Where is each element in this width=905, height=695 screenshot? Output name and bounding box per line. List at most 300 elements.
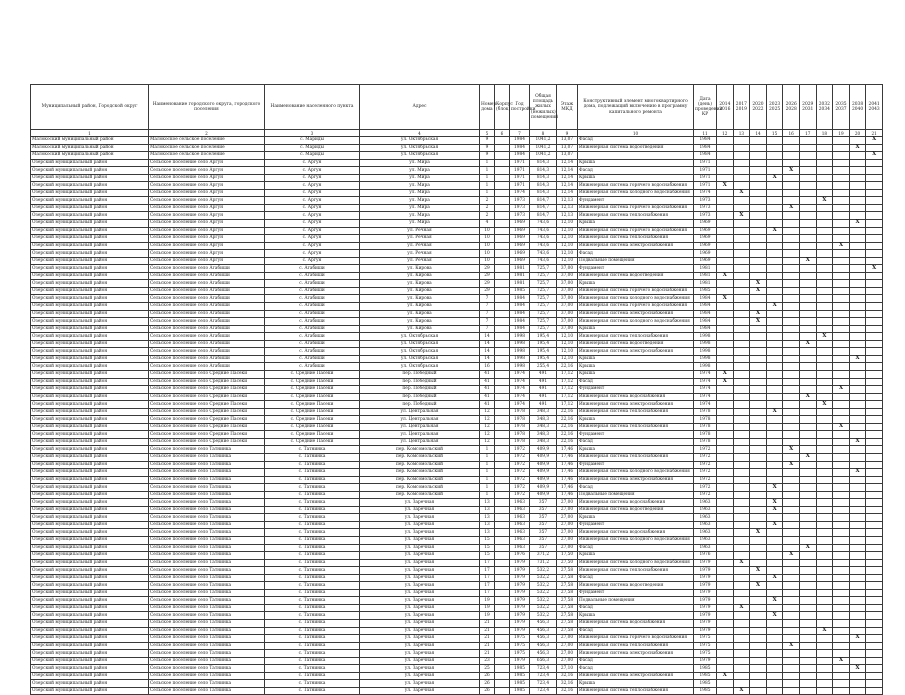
table-cell: ул. Октябрьская [360, 137, 480, 145]
table-cell: ул. Мира [360, 174, 480, 182]
schedule-cell [799, 182, 816, 190]
schedule-cell [717, 250, 734, 258]
table-row [31, 680, 883, 688]
schedule-cell [799, 416, 816, 424]
table-cell: Сельское поселение село Агабиши [149, 303, 265, 311]
schedule-cell [766, 370, 783, 378]
schedule-cell [766, 340, 783, 348]
schedule-cell [833, 287, 850, 295]
table-cell [495, 416, 510, 424]
table-cell: 26 [480, 687, 495, 695]
schedule-cell [816, 144, 833, 152]
table-cell: 17,46 [557, 476, 578, 484]
table-cell: 725,7 [530, 265, 557, 273]
schedule-cell [799, 174, 816, 182]
table-cell: ул. Заречная [360, 612, 480, 620]
schedule-cell [849, 536, 866, 544]
table-cell: 1978 [694, 438, 717, 446]
schedule-cell [799, 536, 816, 544]
schedule-cell [766, 197, 783, 205]
schedule-cell [866, 499, 883, 507]
table-cell: Озерский муниципальный район [31, 363, 149, 371]
schedule-cell [849, 167, 866, 175]
schedule-cell [766, 453, 783, 461]
schedule-cell [866, 167, 883, 175]
table-cell: 27,00 [557, 536, 578, 544]
table-cell: Сельское поселение село Татнинка [149, 582, 265, 590]
schedule-cell [717, 589, 734, 597]
table-cell: Озерский муниципальный район [31, 272, 149, 280]
schedule-cell [733, 303, 750, 311]
table-row [31, 499, 883, 507]
schedule-cell [750, 250, 767, 258]
table-cell: 1985 [510, 687, 530, 695]
table-cell: с. Агабиши [265, 348, 360, 356]
table-cell: 1972 [694, 469, 717, 477]
schedule-cell [866, 182, 883, 190]
table-cell: 491 [530, 393, 557, 401]
schedule-cell [799, 333, 816, 341]
schedule-cell: X [733, 212, 750, 220]
table-cell: с. Татнинка [265, 567, 360, 575]
table-cell: Сельское поселение село Аргун [149, 227, 265, 235]
table-cell: 12 [480, 423, 495, 431]
table-cell [495, 257, 510, 265]
schedule-cell [750, 333, 767, 341]
table-cell: 1974 [694, 393, 717, 401]
schedule-cell [799, 665, 816, 673]
table-cell: 22,16 [557, 438, 578, 446]
table-cell: с. Средние Пасеки [265, 393, 360, 401]
schedule-cell [849, 476, 866, 484]
table-cell: с. Средние Пасеки [265, 408, 360, 416]
schedule-cell [750, 438, 767, 446]
schedule-cell [766, 559, 783, 567]
table-row [31, 242, 883, 250]
table-cell [495, 499, 510, 507]
schedule-cell [849, 363, 866, 371]
schedule-cell [799, 204, 816, 212]
table-cell: 22,16 [557, 363, 578, 371]
table-cell: Фасад [578, 544, 694, 552]
schedule-cell [816, 303, 833, 311]
schedule-cell [816, 137, 833, 145]
schedule-cell [816, 235, 833, 243]
table-cell: с. Аргун [265, 235, 360, 243]
table-cell: Озерский муниципальный район [31, 491, 149, 499]
schedule-cell [750, 197, 767, 205]
table-cell: 1972 [694, 446, 717, 454]
schedule-cell [799, 469, 816, 477]
schedule-cell [833, 295, 850, 303]
table-cell: 1972 [694, 476, 717, 484]
schedule-cell: X [799, 257, 816, 265]
table-cell: ул. Заречная [360, 642, 480, 650]
table-cell: Озерский муниципальный район [31, 325, 149, 333]
table-cell: Инженерная система холодного водоснабжения [578, 295, 694, 303]
table-cell: с. Татнинка [265, 499, 360, 507]
schedule-cell [833, 250, 850, 258]
table-cell: Сельское поселение село Средние Пасеки [149, 438, 265, 446]
table-cell: Озерский муниципальный район [31, 604, 149, 612]
table-cell: ул. Кирова [360, 325, 480, 333]
table-cell: 1978 [694, 416, 717, 424]
schedule-cell [766, 265, 783, 273]
schedule-cell [717, 265, 734, 273]
schedule-cell [866, 627, 883, 635]
table-cell: 814,3 [530, 182, 557, 190]
table-cell: пер. Комсомольский [360, 453, 480, 461]
schedule-cell [816, 491, 833, 499]
table-row [31, 378, 883, 386]
table-cell [495, 265, 510, 273]
table-row [31, 453, 883, 461]
schedule-cell [766, 491, 783, 499]
table-cell: 12,10 [557, 355, 578, 363]
table-cell: 348,3 [530, 416, 557, 424]
table-cell: 456,3 [530, 627, 557, 635]
table-cell: 357 [530, 544, 557, 552]
table-cell: с. Татнинка [265, 461, 360, 469]
table-cell: Озерский муниципальный район [31, 280, 149, 288]
table-cell: 27,58 [557, 567, 578, 575]
table-row [31, 627, 883, 635]
table-cell: Озерский муниципальный район [31, 635, 149, 643]
schedule-cell [816, 204, 833, 212]
schedule-cell [866, 348, 883, 356]
table-cell: Фасад [578, 378, 694, 386]
table-cell: 7 [480, 303, 495, 311]
table-cell: Малокоское сельское поселение [149, 144, 265, 152]
table-cell: 725,7 [530, 295, 557, 303]
schedule-cell [750, 159, 767, 167]
table-cell: Озерский муниципальный район [31, 393, 149, 401]
schedule-cell [766, 401, 783, 409]
table-cell: с. Аргун [265, 212, 360, 220]
table-cell: 409,9 [530, 484, 557, 492]
schedule-cell [816, 318, 833, 326]
table-cell: с. Татнинка [265, 589, 360, 597]
table-cell: 723,4 [530, 680, 557, 688]
table-cell: 27,58 [557, 589, 578, 597]
schedule-cell [733, 340, 750, 348]
table-cell: 723,4 [530, 687, 557, 695]
table-cell: Сельское поселение село Татнинка [149, 521, 265, 529]
schedule-cell [799, 506, 816, 514]
table-cell: 1998 [694, 340, 717, 348]
schedule-cell [750, 506, 767, 514]
table-cell: ул. Кирова [360, 295, 480, 303]
table-cell: Малокоское сельское поселение [149, 152, 265, 160]
table-cell: Инженерная система теплоснабжения [578, 687, 694, 695]
schedule-cell [750, 672, 767, 680]
schedule-cell [849, 318, 866, 326]
schedule-cell [866, 272, 883, 280]
schedule-cell [799, 235, 816, 243]
schedule-cell [866, 657, 883, 665]
table-cell: Озерский муниципальный район [31, 536, 149, 544]
schedule-cell [799, 280, 816, 288]
table-cell: с. Татнинка [265, 627, 360, 635]
schedule-cell [733, 552, 750, 560]
schedule-cell [717, 642, 734, 650]
table-cell: ул. Мира [360, 197, 480, 205]
table-cell: Фасад [578, 250, 694, 258]
schedule-cell [783, 514, 800, 522]
table-cell: ул. Центральная [360, 408, 480, 416]
schedule-cell [733, 431, 750, 439]
table-cell [495, 318, 510, 326]
table-cell: ул. Октябрьская [360, 152, 480, 160]
table-cell: 1981 [510, 265, 530, 273]
table-cell: Фасад [578, 438, 694, 446]
schedule-cell [750, 461, 767, 469]
table-cell: 1972 [694, 491, 717, 499]
schedule-cell [750, 265, 767, 273]
table-cell: 1998 [694, 355, 717, 363]
schedule-cell: X [766, 612, 783, 620]
schedule-cell [816, 461, 833, 469]
table-cell: Озерский муниципальный район [31, 212, 149, 220]
schedule-cell [816, 469, 833, 477]
schedule-cell [717, 431, 734, 439]
table-cell: Инженерная система холодного водоснабжения [578, 469, 694, 477]
schedule-cell [733, 612, 750, 620]
schedule-cell: X [766, 408, 783, 416]
schedule-cell [816, 363, 833, 371]
table-cell: 1985 [510, 287, 530, 295]
table-cell: 19 [480, 604, 495, 612]
schedule-cell [717, 423, 734, 431]
schedule-cell [717, 303, 734, 311]
table-cell: Озерский муниципальный район [31, 287, 149, 295]
table-cell [495, 144, 510, 152]
table-cell: 731,2 [530, 559, 557, 567]
schedule-cell [750, 657, 767, 665]
schedule-cell [816, 182, 833, 190]
column-header: 2035 2037 [833, 85, 850, 130]
schedule-cell [733, 197, 750, 205]
table-cell: 1975 [694, 642, 717, 650]
schedule-cell [733, 167, 750, 175]
table-cell: 27,00 [557, 529, 578, 537]
schedule-cell [799, 144, 816, 152]
schedule-cell [750, 521, 767, 529]
schedule-cell [750, 650, 767, 658]
table-cell: 1978 [510, 431, 530, 439]
schedule-cell [866, 189, 883, 197]
table-cell: с. Средние Пасеки [265, 386, 360, 394]
table-cell: 1998 [510, 363, 530, 371]
table-cell [495, 431, 510, 439]
table-cell: Инженерная система холодного водоснабжения [578, 318, 694, 326]
table-cell: Озерский муниципальный район [31, 295, 149, 303]
schedule-cell [733, 506, 750, 514]
schedule-cell [733, 386, 750, 394]
table-cell: с. Мариды [265, 152, 360, 160]
table-cell: Подвальные помещения [578, 597, 694, 605]
table-cell: Инженерная система электроснабжения [578, 401, 694, 409]
table-cell: Сельское поселение село Средние Пасеки [149, 378, 265, 386]
schedule-cell [717, 597, 734, 605]
table-cell: пер. Победный [360, 401, 480, 409]
schedule-cell [783, 174, 800, 182]
column-header: Дата (день) проведения КР [694, 85, 717, 130]
schedule-cell [717, 167, 734, 175]
table-row [31, 393, 883, 401]
table-cell: Сельское поселение село Средние Пасеки [149, 370, 265, 378]
table-cell: 1984 [694, 318, 717, 326]
schedule-cell [717, 204, 734, 212]
column-header: 2026 2028 [783, 85, 800, 130]
schedule-cell: X [766, 521, 783, 529]
schedule-cell [750, 484, 767, 492]
table-cell: Сельское поселение село Татнинка [149, 589, 265, 597]
table-cell: 814,3 [530, 167, 557, 175]
table-cell [495, 446, 510, 454]
schedule-cell [816, 476, 833, 484]
table-cell: Сельское поселение село Татнинка [149, 453, 265, 461]
table-cell: Озерский муниципальный район [31, 318, 149, 326]
schedule-cell [799, 446, 816, 454]
table-cell: Крыша [578, 325, 694, 333]
schedule-cell [783, 635, 800, 643]
schedule-cell [866, 604, 883, 612]
table-cell: 1998 [510, 355, 530, 363]
table-cell: Озерский муниципальный район [31, 423, 149, 431]
schedule-cell [866, 295, 883, 303]
schedule-cell [717, 318, 734, 326]
table-cell: 1 [480, 167, 495, 175]
table-cell: 532,2 [530, 582, 557, 590]
table-cell: с. Татнинка [265, 491, 360, 499]
schedule-cell [816, 620, 833, 628]
table-row [31, 597, 883, 605]
schedule-cell [783, 582, 800, 590]
schedule-cell [766, 378, 783, 386]
table-cell: 12 [480, 438, 495, 446]
table-cell: 1963 [510, 506, 530, 514]
schedule-cell [783, 212, 800, 220]
table-cell: 1 [480, 491, 495, 499]
schedule-cell [750, 303, 767, 311]
table-cell: 357 [530, 514, 557, 522]
schedule-cell: X [750, 318, 767, 326]
schedule-cell [783, 287, 800, 295]
table-cell: 814,3 [530, 189, 557, 197]
schedule-cell [733, 589, 750, 597]
table-cell: ул. Речная [360, 235, 480, 243]
schedule-cell: X [833, 242, 850, 250]
table-cell [495, 174, 510, 182]
schedule-cell [799, 227, 816, 235]
schedule-cell [750, 431, 767, 439]
table-cell: Сельское поселение село Агабиши [149, 340, 265, 348]
table-cell: пер. Победный [360, 393, 480, 401]
schedule-cell [733, 620, 750, 628]
table-row [31, 197, 883, 205]
table-cell: 22,16 [557, 423, 578, 431]
schedule-cell [766, 529, 783, 537]
table-cell: 1985 [694, 687, 717, 695]
schedule-cell [783, 521, 800, 529]
table-cell [495, 514, 510, 522]
table-cell: Озерский муниципальный район [31, 197, 149, 205]
table-cell: 7 [480, 295, 495, 303]
table-cell: 357 [530, 521, 557, 529]
schedule-cell [750, 227, 767, 235]
schedule-cell [833, 265, 850, 273]
schedule-cell [866, 174, 883, 182]
table-cell: 1985 [694, 672, 717, 680]
schedule-cell [766, 235, 783, 243]
table-cell: Инженерная система теплоснабжения [578, 333, 694, 341]
table-cell: ул. Заречная [360, 680, 480, 688]
table-cell: ул. Заречная [360, 559, 480, 567]
table-cell: 1041,2 [530, 152, 557, 160]
schedule-cell [849, 325, 866, 333]
schedule-cell: X [866, 137, 883, 145]
table-cell: 1972 [510, 453, 530, 461]
table-cell: 1963 [694, 529, 717, 537]
table-cell [495, 506, 510, 514]
schedule-cell [783, 476, 800, 484]
table-cell: ул. Мира [360, 182, 480, 190]
table-cell: Озерский муниципальный район [31, 370, 149, 378]
schedule-cell [866, 318, 883, 326]
table-cell: Сельское поселение село Аргун [149, 257, 265, 265]
schedule-cell [766, 295, 783, 303]
table-cell: Сельское поселение село Татнинка [149, 446, 265, 454]
table-cell: 1972 [694, 484, 717, 492]
table-cell: 27,00 [557, 657, 578, 665]
schedule-cell: X [799, 453, 816, 461]
schedule-cell [766, 665, 783, 673]
schedule-cell [833, 469, 850, 477]
table-cell: Инженерная система водоснабжения [578, 620, 694, 628]
table-cell: Озерский муниципальный район [31, 650, 149, 658]
schedule-cell [799, 265, 816, 273]
schedule-cell [750, 491, 767, 499]
table-cell: с. Татнинка [265, 521, 360, 529]
table-cell [495, 220, 510, 228]
column-number: 20 [849, 130, 866, 137]
schedule-cell [750, 235, 767, 243]
table-cell: ул. Центральная [360, 431, 480, 439]
schedule-cell [766, 348, 783, 356]
schedule-cell: X [783, 446, 800, 454]
table-cell: 1985 [510, 680, 530, 688]
table-cell: 1974 [694, 370, 717, 378]
table-cell: Инженерная система электроснабжения [578, 310, 694, 318]
table-cell: Сельское поселение село Татнинка [149, 529, 265, 537]
schedule-cell [849, 597, 866, 605]
table-cell: Инженерная система теплоснабжения [578, 567, 694, 575]
table-cell [495, 536, 510, 544]
schedule-cell [783, 227, 800, 235]
schedule-cell [866, 363, 883, 371]
table-cell [495, 597, 510, 605]
table-cell: Сельское поселение село Аргун [149, 250, 265, 258]
table-cell: 17,12 [557, 370, 578, 378]
table-cell: ул. Заречная [360, 589, 480, 597]
schedule-cell [783, 182, 800, 190]
schedule-cell: X [849, 635, 866, 643]
table-cell: Озерский муниципальный район [31, 174, 149, 182]
table-cell: 1041,2 [530, 137, 557, 145]
table-cell: 1985 [694, 680, 717, 688]
table-cell: 29 [480, 280, 495, 288]
